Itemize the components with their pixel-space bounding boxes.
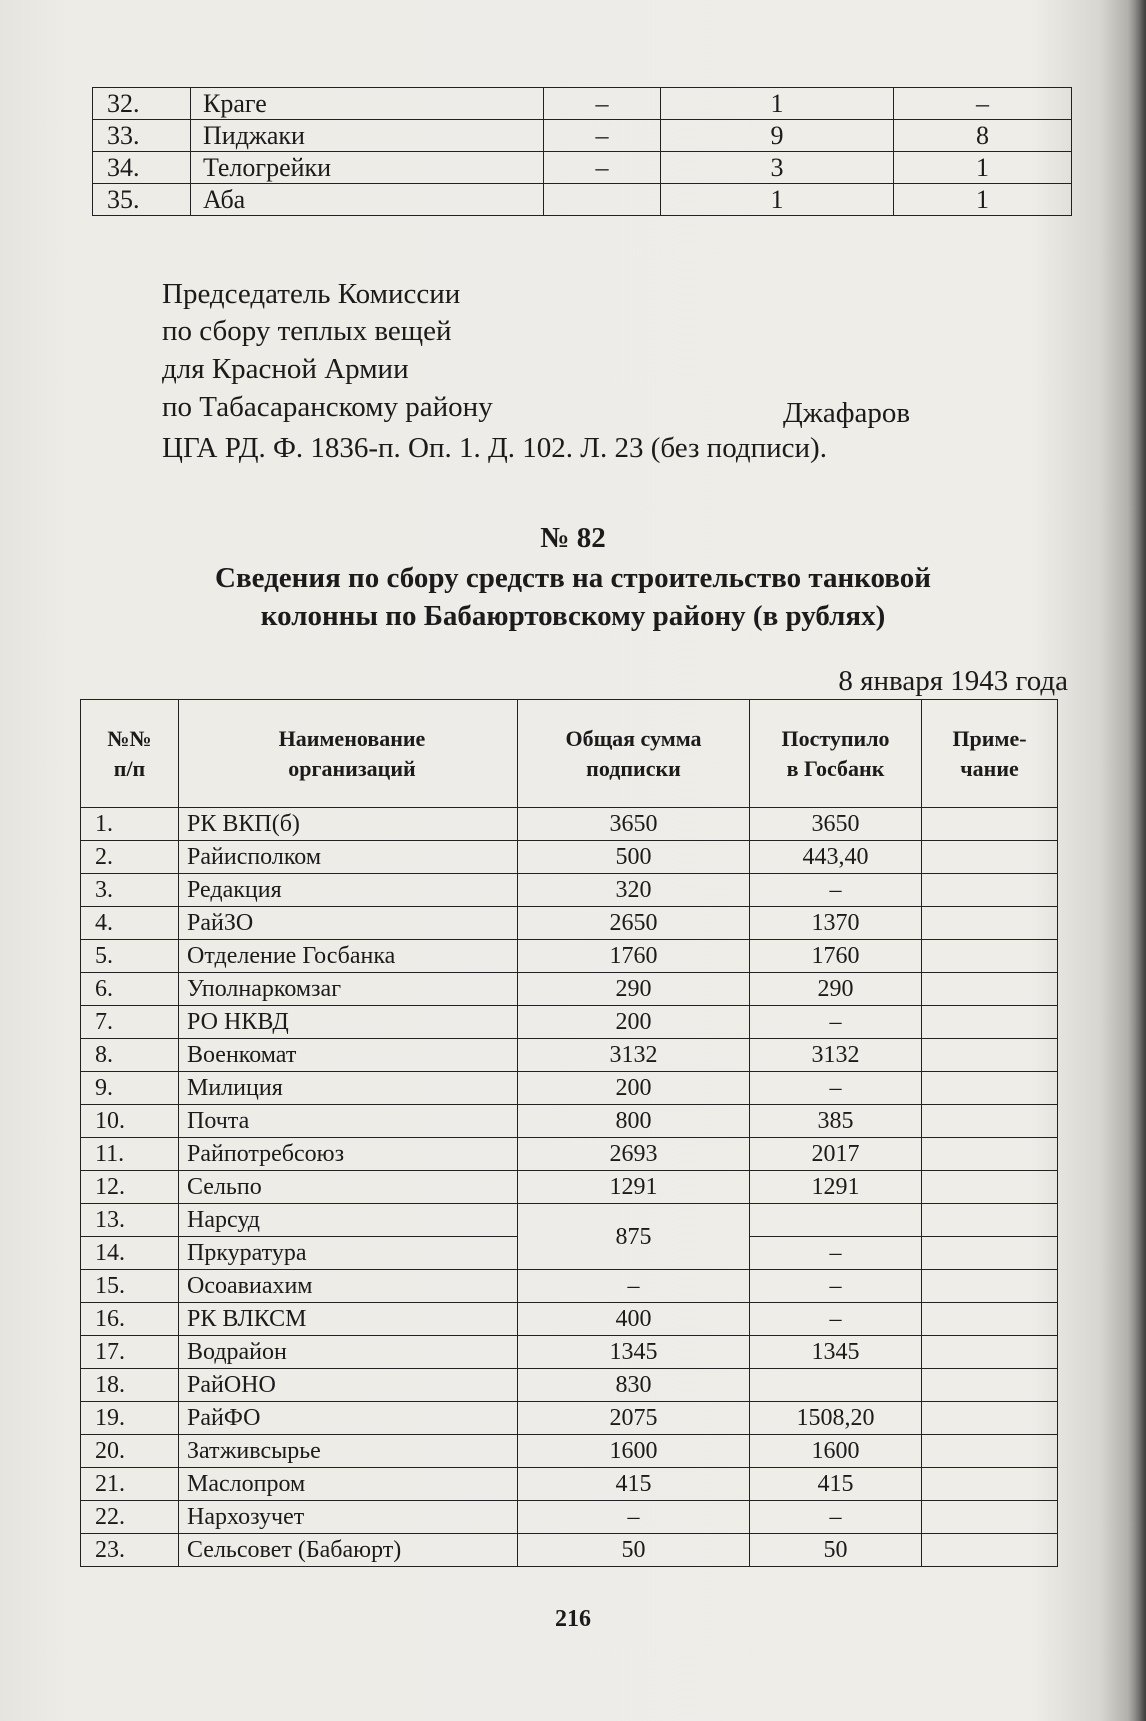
main-table — [80, 699, 1058, 1567]
cell-name: Почта — [179, 1105, 518, 1138]
cell-name: Осоавиахим — [179, 1270, 518, 1303]
cell-name: Отделение Госбанка — [179, 940, 518, 973]
cell-note — [922, 1105, 1058, 1138]
page-number: 216 — [555, 1606, 591, 1632]
table-row — [81, 1369, 1058, 1402]
cell-name: РК ВКП(б) — [179, 808, 518, 841]
header-row — [81, 700, 1058, 808]
top-table-row — [93, 152, 1072, 184]
document-title-line-1: Сведения по сбору средств на строительство танковой — [215, 562, 931, 594]
table-row — [81, 1534, 1058, 1567]
top-cell-c5: – — [894, 88, 1072, 120]
cell-num: 18. — [81, 1369, 179, 1402]
signature-line-3: для Красной Армии — [162, 353, 409, 385]
cell-name: Военкомат — [179, 1039, 518, 1072]
cell-num: 15. — [81, 1270, 179, 1303]
cell-name: Райпотребсоюз — [179, 1138, 518, 1171]
cell-recv: 3650 — [750, 808, 922, 841]
cell-num: 6. — [81, 973, 179, 1006]
table-row — [81, 973, 1058, 1006]
cell-name: Уполнаркомзаг — [179, 973, 518, 1006]
signature-line-2: по сбору теплых вещей — [162, 315, 452, 347]
top-cell-name: Пиджаки — [191, 120, 544, 152]
cell-num: 4. — [81, 907, 179, 940]
cell-recv: – — [750, 1072, 922, 1105]
header-sum-line-2: подписки — [586, 755, 681, 781]
document-date: 8 января 1943 года — [838, 665, 1068, 697]
cell-sum: 200 — [518, 1006, 750, 1039]
table-row — [81, 1105, 1058, 1138]
cell-num: 19. — [81, 1402, 179, 1435]
cell-name: Редакция — [179, 874, 518, 907]
cell-sum: 800 — [518, 1105, 750, 1138]
cell-recv: – — [750, 1270, 922, 1303]
cell-sum: 500 — [518, 841, 750, 874]
cell-note — [922, 1369, 1058, 1402]
cell-note — [922, 1501, 1058, 1534]
cell-recv: 1370 — [750, 907, 922, 940]
cell-note — [922, 1237, 1058, 1270]
cell-note — [922, 808, 1058, 841]
cell-sum: 2650 — [518, 907, 750, 940]
cell-note — [922, 841, 1058, 874]
cell-num: 1. — [81, 808, 179, 841]
cell-sum: 830 — [518, 1369, 750, 1402]
cell-name: Сельпо — [179, 1171, 518, 1204]
header-num — [81, 700, 179, 808]
cell-note — [922, 1138, 1058, 1171]
cell-num: 20. — [81, 1435, 179, 1468]
cell-sum: 50 — [518, 1534, 750, 1567]
cell-sum: 2693 — [518, 1138, 750, 1171]
table-row — [81, 1138, 1058, 1171]
document-title — [100, 559, 1046, 635]
cell-note — [922, 940, 1058, 973]
main-table-body — [81, 808, 1058, 1567]
cell-note — [922, 907, 1058, 940]
top-cell-c5: 8 — [894, 120, 1072, 152]
table-row — [81, 1072, 1058, 1105]
table-row — [81, 1303, 1058, 1336]
header-name-line-1: Наименование — [278, 725, 426, 751]
top-cell-c5: 1 — [894, 152, 1072, 184]
cell-recv: 1291 — [750, 1171, 922, 1204]
cell-sum: 320 — [518, 874, 750, 907]
table-row — [81, 1336, 1058, 1369]
cell-sum: – — [518, 1270, 750, 1303]
cell-sum: 415 — [518, 1468, 750, 1501]
cell-recv: – — [750, 1501, 922, 1534]
document-title-line-2: колонны по Бабаюртовскому району (в рублях) — [260, 600, 886, 632]
table-row — [81, 1006, 1058, 1039]
top-cell-num: 32. — [93, 88, 191, 120]
cell-num: 7. — [81, 1006, 179, 1039]
cell-recv — [750, 1204, 922, 1237]
table-row — [81, 1402, 1058, 1435]
cell-note — [922, 1336, 1058, 1369]
cell-num: 14. — [81, 1237, 179, 1270]
top-cell-num: 33. — [93, 120, 191, 152]
cell-name: Нарсуд — [179, 1204, 518, 1237]
main-table-head — [81, 700, 1058, 808]
cell-note — [922, 874, 1058, 907]
top-table-body — [93, 88, 1072, 216]
cell-num: 21. — [81, 1468, 179, 1501]
header-sum-line-1: Общая сумма — [565, 725, 702, 751]
cell-name: Водрайон — [179, 1336, 518, 1369]
table-row — [81, 1039, 1058, 1072]
header-received-line-2: в Госбанк — [786, 755, 885, 781]
cell-recv: 1345 — [750, 1336, 922, 1369]
cell-note — [922, 1270, 1058, 1303]
header-note-line-1: Приме- — [952, 725, 1027, 751]
cell-num: 16. — [81, 1303, 179, 1336]
header-note-line-2: чание — [960, 755, 1019, 781]
table-row — [81, 841, 1058, 874]
cell-recv: – — [750, 1303, 922, 1336]
cell-sum: 2075 — [518, 1402, 750, 1435]
cell-sum: 1291 — [518, 1171, 750, 1204]
cell-sum: 1345 — [518, 1336, 750, 1369]
cell-note — [922, 1039, 1058, 1072]
cell-num: 3. — [81, 874, 179, 907]
cell-sum: 1760 — [518, 940, 750, 973]
cell-recv: 443,40 — [750, 841, 922, 874]
header-received — [750, 700, 922, 808]
cell-note — [922, 1435, 1058, 1468]
top-cell-name: Телогрейки — [191, 152, 544, 184]
table-row — [81, 1270, 1058, 1303]
cell-recv: 290 — [750, 973, 922, 1006]
cell-note — [922, 1402, 1058, 1435]
cell-sum: – — [518, 1501, 750, 1534]
top-cell-c3: – — [544, 88, 661, 120]
table-row — [81, 874, 1058, 907]
cell-recv: – — [750, 874, 922, 907]
header-num-line-1: №№ — [107, 725, 152, 751]
cell-name: РайОНО — [179, 1369, 518, 1402]
cell-note — [922, 1303, 1058, 1336]
cell-sum: 200 — [518, 1072, 750, 1105]
header-note — [922, 700, 1058, 808]
cell-name: РК ВЛКСМ — [179, 1303, 518, 1336]
cell-recv: – — [750, 1006, 922, 1039]
cell-note — [922, 1468, 1058, 1501]
cell-note — [922, 1171, 1058, 1204]
top-cell-c4: 1 — [661, 88, 894, 120]
table-row — [81, 907, 1058, 940]
top-cell-num: 34. — [93, 152, 191, 184]
top-table — [92, 87, 1072, 216]
top-cell-c4: 3 — [661, 152, 894, 184]
cell-recv: 50 — [750, 1534, 922, 1567]
cell-num: 9. — [81, 1072, 179, 1105]
cell-sum: 290 — [518, 973, 750, 1006]
cell-name: Милиция — [179, 1072, 518, 1105]
cell-note — [922, 973, 1058, 1006]
cell-num: 12. — [81, 1171, 179, 1204]
cell-recv: 415 — [750, 1468, 922, 1501]
table-row — [81, 1204, 1058, 1237]
cell-num: 17. — [81, 1336, 179, 1369]
cell-name: Райисполком — [179, 841, 518, 874]
page-gutter-shadow — [1128, 0, 1146, 1721]
cell-name: Пркуратура — [179, 1237, 518, 1270]
header-sum — [518, 700, 750, 808]
cell-sum: 400 — [518, 1303, 750, 1336]
cell-note — [922, 1072, 1058, 1105]
header-name-line-2: организаций — [288, 755, 416, 781]
cell-sum: 1600 — [518, 1435, 750, 1468]
cell-name: Сельсовет (Бабаюрт) — [179, 1534, 518, 1567]
top-table-row — [93, 184, 1072, 216]
cell-num: 8. — [81, 1039, 179, 1072]
table-row — [81, 1501, 1058, 1534]
cell-num: 23. — [81, 1534, 179, 1567]
cell-num: 5. — [81, 940, 179, 973]
top-cell-c3 — [544, 184, 661, 216]
cell-num: 10. — [81, 1105, 179, 1138]
cell-recv: 385 — [750, 1105, 922, 1138]
top-table-row — [93, 120, 1072, 152]
cell-num: 11. — [81, 1138, 179, 1171]
cell-note — [922, 1204, 1058, 1237]
cell-num: 2. — [81, 841, 179, 874]
signatory-name: Джафаров — [783, 397, 911, 429]
cell-recv: 1600 — [750, 1435, 922, 1468]
cell-recv: 2017 — [750, 1138, 922, 1171]
top-cell-num: 35. — [93, 184, 191, 216]
cell-num: 13. — [81, 1204, 179, 1237]
table-row — [81, 1468, 1058, 1501]
table-row — [81, 1435, 1058, 1468]
cell-recv: – — [750, 1237, 922, 1270]
top-cell-name: Аба — [191, 184, 544, 216]
cell-recv: 1760 — [750, 940, 922, 973]
cell-name: Нархозучет — [179, 1501, 518, 1534]
cell-sum: 3132 — [518, 1039, 750, 1072]
cell-sum: 3650 — [518, 808, 750, 841]
archive-reference: ЦГА РД. Ф. 1836-п. Оп. 1. Д. 102. Л. 23 (без подписи). — [162, 432, 827, 464]
header-num-line-2: п/п — [113, 755, 146, 781]
document-number: № 82 — [540, 522, 606, 554]
top-cell-c4: 1 — [661, 184, 894, 216]
top-cell-c4: 9 — [661, 120, 894, 152]
cell-note — [922, 1534, 1058, 1567]
cell-recv — [750, 1369, 922, 1402]
signature-line-4: по Табасаранскому району — [162, 391, 493, 423]
top-table-row — [93, 88, 1072, 120]
table-row — [81, 1171, 1058, 1204]
top-cell-name: Краге — [191, 88, 544, 120]
top-cell-c5: 1 — [894, 184, 1072, 216]
table-row — [81, 808, 1058, 841]
cell-sum: 875 — [518, 1204, 750, 1270]
signature-line-1: Председатель Комиссии — [162, 278, 461, 310]
cell-recv: 3132 — [750, 1039, 922, 1072]
cell-recv: 1508,20 — [750, 1402, 922, 1435]
cell-num: 22. — [81, 1501, 179, 1534]
top-cell-c3: – — [544, 152, 661, 184]
cell-name: РайФО — [179, 1402, 518, 1435]
header-name — [179, 700, 518, 808]
top-cell-c3: – — [544, 120, 661, 152]
cell-name: РайЗО — [179, 907, 518, 940]
cell-name: Маслопром — [179, 1468, 518, 1501]
header-received-line-1: Поступило — [781, 725, 890, 751]
cell-name: РО НКВД — [179, 1006, 518, 1039]
cell-name: Затживсырье — [179, 1435, 518, 1468]
cell-note — [922, 1006, 1058, 1039]
table-row — [81, 940, 1058, 973]
